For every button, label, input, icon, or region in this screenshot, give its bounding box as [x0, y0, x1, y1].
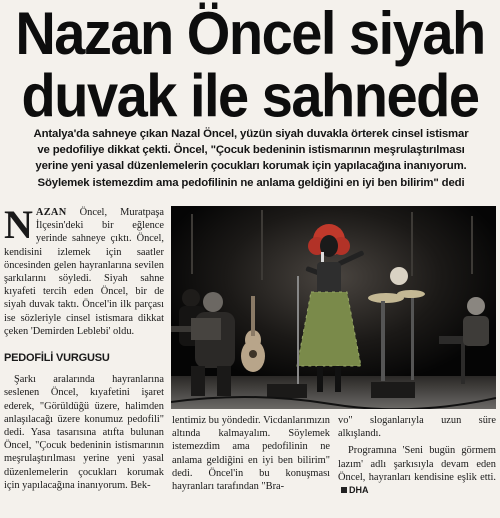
article-deck — [6, 126, 496, 191]
concert-photo — [171, 206, 496, 409]
deck-line-4: Söylemek istemezdim ama pedofilinin ne anlama geldiğini en iyi ben bilirim" dedi — [37, 176, 465, 189]
lead-bold: AZAN — [35, 207, 67, 218]
closing-text: Programına 'Seni bugün görmem lazım' adlı şarkısıyla devam eden Öncel, hayranları kendisine eşlik etti. — [338, 445, 496, 483]
body-paragraph-4: vo" sloganlarıyla uzun süre alkışlandı. — [338, 415, 496, 440]
body-paragraph-5 — [338, 444, 496, 497]
headline-line-1: Nazan Öncel siyah — [15, 0, 485, 67]
deck-line-3: yerine yeni yasal düzenlemelerin çocukları korumak için yapılacağına inanıyorum. — [35, 160, 467, 173]
agency-credit: DHA — [349, 485, 369, 496]
article-column-2 — [172, 414, 330, 493]
article-column-3 — [338, 414, 496, 497]
article-column-1 — [4, 202, 164, 492]
lead-text: Öncel, Muratpaşa İlçesin'deki bir eğlence yerinde sahneye çıktı. Öncel, kendisini izlemek için saatler öncesinden gelen hayranlarına sevilen şarkılarını söyledi. Siyah sahne kıyafeti tercih eden Öncel, bir de siyah duvak taktı. Öncel'in ilk parçası ise sözleriyle cinsel istismara dikkat çeken 'Demirden Leblebi' oldu. — [4, 207, 164, 337]
headline-line-2: duvak ile sahnede — [21, 61, 479, 130]
deck-line-2: ve pedofiliye dikkat çekti. Öncel, "Çocuk bedeninin istismarının meşrulaştırılması — [37, 144, 465, 157]
drop-cap: N — [4, 202, 33, 247]
subheading: PEDOFİLİ VURGUSU — [4, 352, 110, 365]
stage-illustration — [171, 206, 496, 409]
lead-paragraph — [4, 202, 164, 338]
deck-line-1: Antalya'da sahneye çıkan Nazal Öncel, yüzün siyah duvakla örterek cinsel istismar — [33, 128, 469, 140]
square-bullet-icon — [341, 487, 347, 493]
headline — [0, 0, 500, 130]
body-paragraph-2: Şarkı aralarında hayranlarına seslenen Öncel, kıyafetini işaret ederek, "Görüldüğü üzere, halimden anlaşılacağı üzere konumuz pedofili" dedi. Yasa tasarısına atıfta bulunan Öncel, "Çocuk bedeninin istismarının meşrulaştırılması yerine yeni yasal düzenlemelerin çocukları korumak için yapılacağına inanıyorum. Bek- — [4, 374, 164, 491]
body-paragraph-3: lentimiz bu yöndedir. Vicdanlarımızın altında kalmayalım. Söylemek istemezdim ama pedofilinin ne anlama geldiğini en iyi ben bilirim" dedi. Öncel'in bu konuşması hayranları tarafından "Bra- — [172, 415, 330, 493]
